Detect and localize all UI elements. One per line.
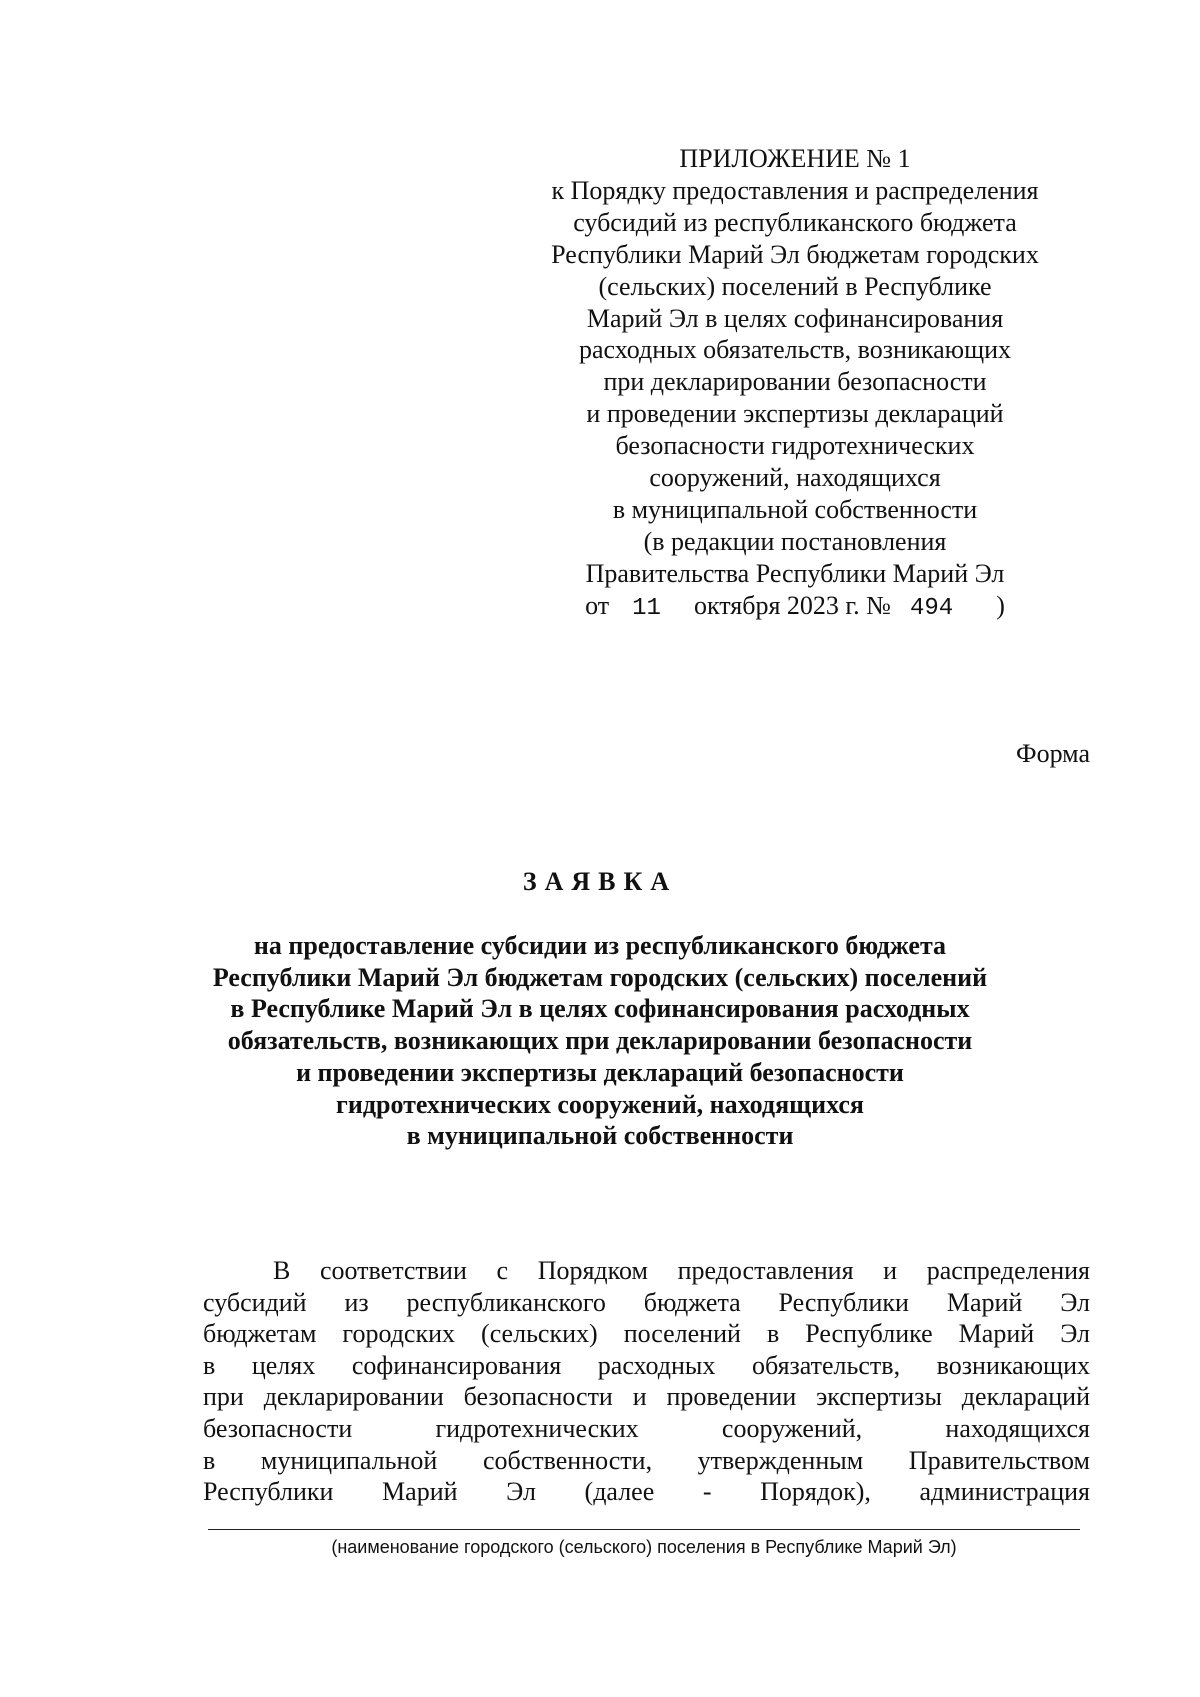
body-line: бюджетам городских (сельских) поселений в Республике Марий Эл	[203, 1319, 1090, 1349]
appendix-title: ПРИЛОЖЕНИЕ № 1	[679, 144, 911, 173]
resolution-number: 494	[909, 594, 954, 622]
date-prefix: от	[585, 590, 610, 620]
subtitle-line: на предоставление субсидии из республиканского бюджета	[253, 931, 947, 960]
date-day: 11	[632, 594, 661, 622]
appendix-line: сооружений, находящихся	[649, 463, 941, 493]
appendix-line: в муниципальной собственности	[612, 494, 978, 524]
field-caption: (наименование городского (сельского) поселения в Республике Марий Эл)	[331, 1537, 957, 1557]
appendix-line: Правительства Республики Марий Эл	[585, 558, 1005, 588]
body-line: в целях софинансирования расходных обязательств, возникающих	[203, 1350, 1090, 1380]
subtitle-line: в муниципальной собственности	[406, 1121, 794, 1151]
body-paragraph	[203, 1255, 1090, 1508]
appendix-line: Республики Марий Эл бюджетам городских	[551, 239, 1039, 269]
fill-in-line	[208, 1529, 1080, 1530]
subtitle-line: обязательств, возникающих при декларировании безопасности	[227, 1026, 973, 1056]
subtitle-line: гидротехнических сооружений, находящихся	[336, 1089, 864, 1119]
appendix-header	[510, 143, 1080, 625]
body-line: Республики Марий Эл (далее - Порядок), администрация	[203, 1477, 1090, 1507]
appendix-line: (в редакции постановления	[643, 526, 947, 556]
appendix-line: Марий Эл в целях софинансирования	[586, 303, 1004, 333]
date-suffix: )	[996, 590, 1005, 620]
appendix-line: субсидий из республиканского бюджета	[573, 207, 1017, 237]
appendix-line: безопасности гидротехнических	[615, 431, 975, 461]
document-subtitle	[180, 930, 1020, 1152]
resolution-date-line	[510, 590, 1080, 625]
body-line: безопасности гидротехнических сооружений, находящихся	[203, 1413, 1090, 1443]
appendix-line: и проведении экспертизы деклараций	[586, 399, 1004, 429]
body-line: В соответствии с Порядком предоставления и распределения	[273, 1256, 1090, 1285]
subtitle-line: в Республике Марий Эл в целях софинансирования расходных	[230, 994, 970, 1024]
appendix-line: (сельских) поселений в Республике	[598, 271, 992, 301]
appendix-line: расходных обязательств, возникающих	[578, 335, 1012, 365]
appendix-line: при декларировании безопасности	[603, 367, 987, 397]
body-line: в муниципальной собственности, утвержденным Правительством	[203, 1445, 1090, 1475]
date-month-year: октября 2023 г. №	[693, 590, 891, 620]
subtitle-line: Республики Марий Эл бюджетам городских (сельских) поселений	[212, 962, 988, 992]
body-line: при декларировании безопасности и проведении экспертизы деклараций	[203, 1382, 1090, 1412]
appendix-line: к Порядку предоставления и распределения	[551, 175, 1039, 205]
body-line: субсидий из республиканского бюджета Республики Марий Эл	[203, 1287, 1090, 1317]
document-title: ЗАЯВКА	[522, 867, 678, 896]
form-label: Форма	[1016, 739, 1090, 768]
subtitle-line: и проведении экспертизы деклараций безопасности	[296, 1057, 904, 1087]
